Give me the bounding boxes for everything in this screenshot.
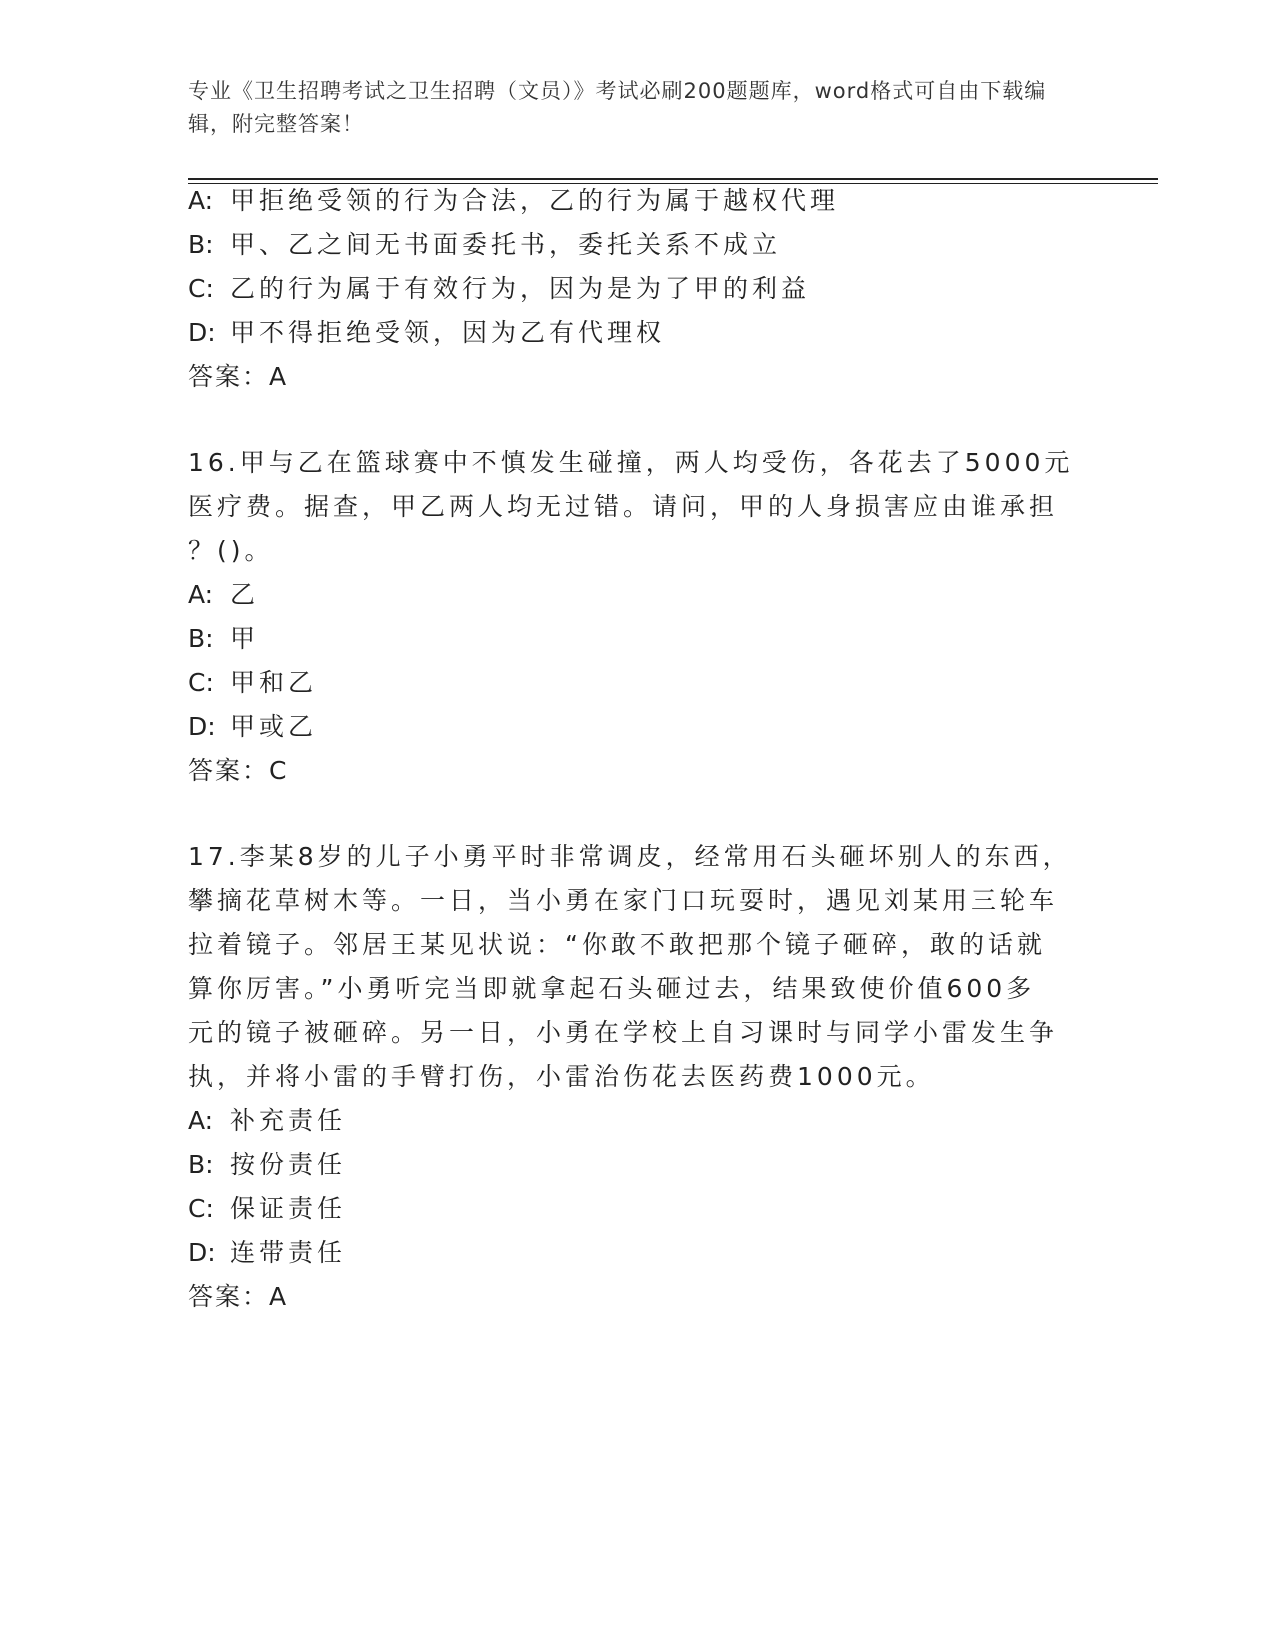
q17-option-c — [188, 1192, 346, 1226]
option-text: 甲不得拒绝受领，因为乙有代理权 — [230, 318, 666, 347]
option-text: 乙的行为属于有效行为，因为是为了甲的利益 — [230, 274, 811, 303]
q16-option-a — [188, 578, 259, 612]
document-header: 专业《卫生招聘考试之卫生招聘（文员）》考试必刷200题题库，word格式可自由下载编辑，附完整答案！ — [188, 79, 1047, 136]
q16-stem-line-3: ？()。 — [188, 536, 274, 565]
option-text: 保证责任 — [230, 1194, 347, 1223]
q17-stem-line-6: 执，并将小雷的手臂打伤，小雷治伤花去医药费1000元。 — [188, 1062, 935, 1091]
option-letter: C: — [188, 274, 214, 303]
q15-answer: 答案：A — [188, 362, 289, 391]
q16-stem-line-2: 医疗费。据查，甲乙两人均无过错。请问，甲的人身损害应由谁承担 — [188, 492, 1059, 521]
option-letter: A: — [188, 580, 214, 609]
q17-option-d — [188, 1236, 346, 1270]
option-text: 甲 — [230, 624, 260, 653]
q15-option-a — [188, 184, 839, 218]
q15-option-c — [188, 272, 810, 306]
option-text: 甲、乙之间无书面委托书，委托关系不成立 — [230, 230, 782, 259]
option-letter: D: — [188, 712, 216, 741]
option-letter: C: — [188, 668, 214, 697]
option-text: 甲和乙 — [230, 668, 318, 697]
option-text: 按份责任 — [230, 1150, 347, 1179]
q17-option-b — [188, 1148, 346, 1182]
q17-stem-line-4: 算你厉害。”小勇听完当即就拿起石头砸过去，结果致使价值600多 — [188, 974, 1036, 1003]
option-letter: D: — [188, 1238, 216, 1267]
option-letter: C: — [188, 1194, 214, 1223]
header-divider — [188, 178, 1158, 180]
option-letter: B: — [188, 230, 214, 259]
q17-option-a — [188, 1104, 346, 1138]
option-text: 连带责任 — [230, 1238, 347, 1267]
option-letter: B: — [188, 624, 214, 653]
q16-answer: 答案：C — [188, 756, 289, 785]
option-text: 补充责任 — [230, 1106, 347, 1135]
option-letter: D: — [188, 318, 216, 347]
q16-option-c — [188, 666, 317, 700]
option-letter: B: — [188, 1150, 214, 1179]
q17-answer: 答案：A — [188, 1282, 289, 1311]
q17-stem-line-1: 17.李某8岁的儿子小勇平时非常调皮，经常用石头砸坏别人的东西， — [188, 842, 1072, 871]
option-text: 乙 — [230, 580, 260, 609]
option-letter: A: — [188, 1106, 214, 1135]
q16-option-b — [188, 622, 259, 656]
option-text: 甲或乙 — [230, 712, 318, 741]
option-text: 甲拒绝受领的行为合法，乙的行为属于越权代理 — [230, 186, 840, 215]
q16-option-d — [188, 710, 317, 744]
q17-stem-line-5: 元的镜子被砸碎。另一日，小勇在学校上自习课时与同学小雷发生争 — [188, 1018, 1059, 1047]
q15-option-b — [188, 228, 781, 262]
q16-stem-line-1: 16.甲与乙在篮球赛中不慎发生碰撞，两人均受伤，各花去了5000元 — [188, 448, 1074, 477]
q17-stem-line-3: 拉着镜子。邻居王某见状说：“你敢不敢把那个镜子砸碎，敢的话就 — [188, 930, 1046, 959]
q17-stem-line-2: 攀摘花草树木等。一日，当小勇在家门口玩耍时，遇见刘某用三轮车 — [188, 886, 1059, 915]
option-letter: A: — [188, 186, 214, 215]
q15-option-d — [188, 316, 665, 350]
